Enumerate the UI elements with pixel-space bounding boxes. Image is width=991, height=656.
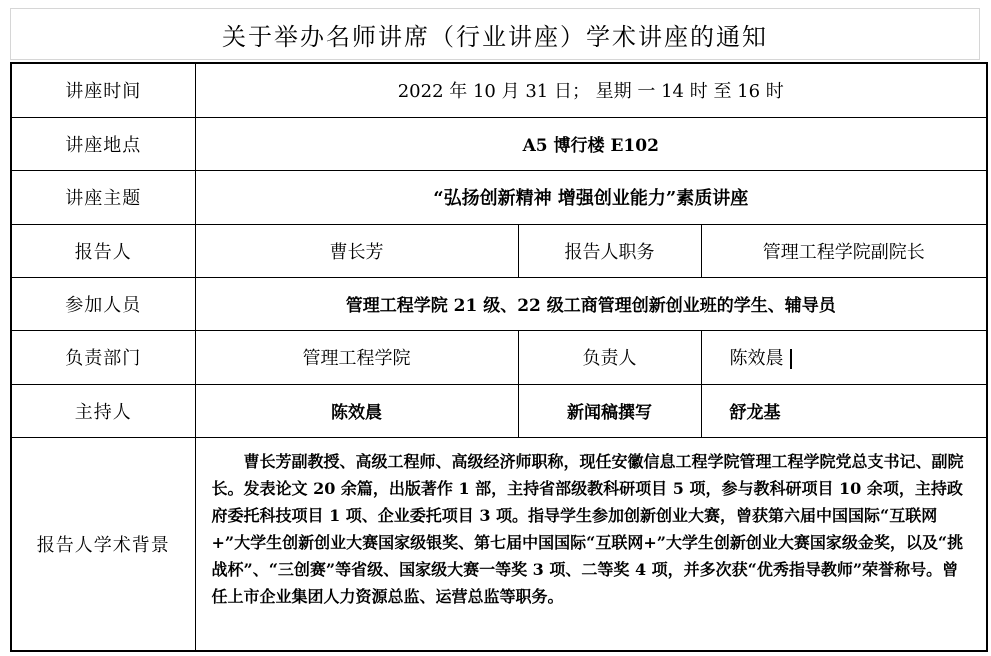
academic-background-label: 报告人学术背景 (11, 437, 195, 651)
news-writer-label: 新闻稿撰写 (518, 384, 701, 437)
person-in-charge-cell[interactable] (701, 330, 987, 384)
host-label: 主持人 (11, 384, 195, 437)
lecture-time-label: 讲座时间 (11, 63, 195, 117)
academic-background-cell (195, 437, 987, 651)
text-cursor (790, 349, 792, 369)
department-value: 管理工程学院 (195, 330, 518, 384)
lecture-time-value: 2022 年 10 月 31 日； 星期 一 14 时 至 16 时 (195, 63, 987, 117)
lecture-place-label: 讲座地点 (11, 117, 195, 170)
department-label: 负责部门 (11, 330, 195, 384)
lecture-info-table (10, 62, 988, 652)
speaker-label: 报告人 (11, 224, 195, 277)
person-in-charge-label: 负责人 (518, 330, 701, 384)
speaker-value: 曹长芳 (195, 224, 518, 277)
lecture-topic-value: “弘扬创新精神 增强创业能力”素质讲座 (195, 170, 987, 224)
lecture-place-value: A5 博行楼 E102 (195, 117, 987, 170)
news-writer-value: 舒龙基 (701, 384, 987, 437)
host-value: 陈效晨 (195, 384, 518, 437)
person-in-charge-value: 陈效晨 (729, 348, 784, 369)
attendees-label: 参加人员 (11, 277, 195, 330)
lecture-topic-label: 讲座主题 (11, 170, 195, 224)
attendees-value: 管理工程学院 21 级、22 级工商管理创新创业班的学生、辅导员 (195, 277, 987, 330)
academic-background-text: 曹长芳副教授、高级工程师、高级经济师职称，现任安徽信息工程学院管理工程学院党总支书记、副院长。发表论文 20 余篇，出版著作 1 部，主持省部级教科研项目 5 项，参与教科研项目 10 余项，主持政府委托科技项目 1 项、企业委托项目 3 项。指导学生参加创新创业大赛，曾获第六届中国国际“互联网+”大学生创新创业大赛国家级银奖、第七届中国国际“互联网+”大学生创新创业大赛国家级金奖，以及“挑战杯”、“三创赛”等省级、国家级大赛一等奖 3 项、二等奖 4 项，并多次获“优秀指导教师”荣誉称号。曾任上市企业集团人力资源总监、运营总监等职务。 (211, 451, 964, 606)
notice-title: 关于举办名师讲席（行业讲座）学术讲座的通知 (10, 8, 980, 60)
speaker-title-label: 报告人职务 (518, 224, 701, 277)
speaker-title-value: 管理工程学院副院长 (701, 224, 987, 277)
